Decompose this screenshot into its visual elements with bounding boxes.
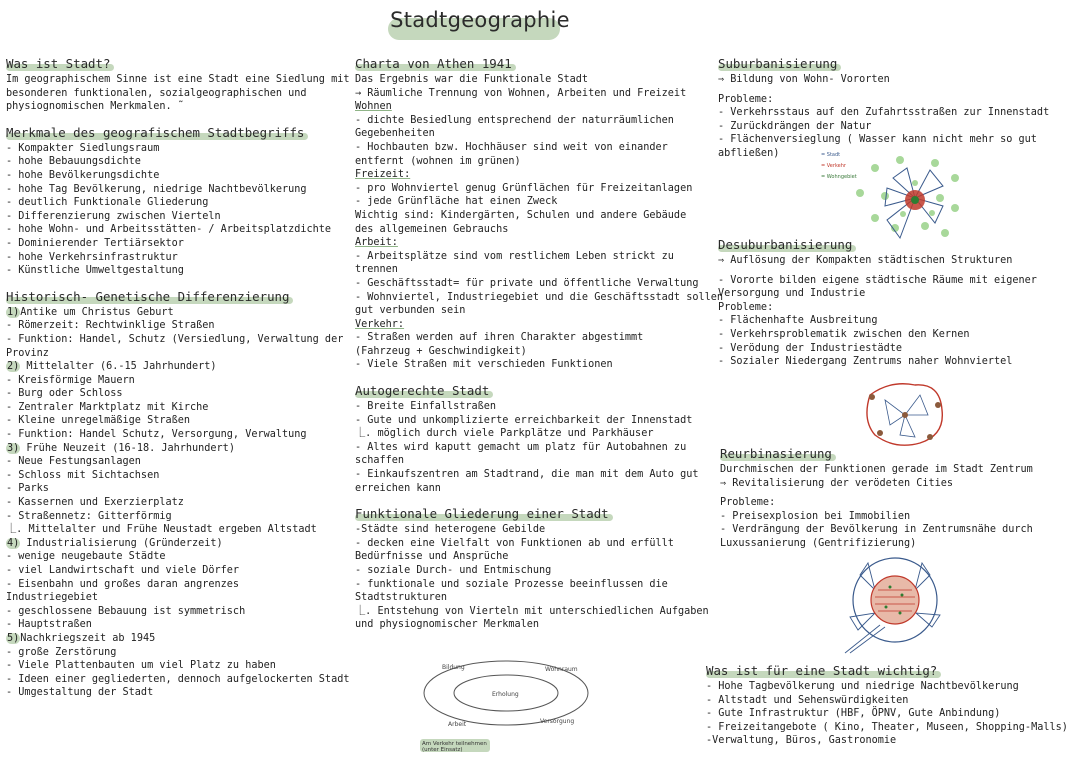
- list-item: - Geschäftsstadt= für private und öffentliche Verwaltung: [355, 277, 699, 289]
- list-item: - hohe Tag Bevölkerung, niedrige Nachtbevölkerung: [6, 183, 307, 195]
- column-right-3: [720, 446, 1075, 551]
- list-item: - Freizeitangebote ( Kino, Theater, Museen, Shopping-Malls): [706, 721, 1068, 733]
- text-line: physiognomischen Merkmalen. ˜: [6, 101, 184, 113]
- text-line: besonderen funktionalen, sozialgeographischen und: [6, 87, 307, 99]
- list-item: - Verdrängung der Bevölkerung in Zentrumsnähe durch: [720, 524, 1033, 536]
- list-item: - Wohnviertel, Industriegebiet und die Geschäftsstadt sollen: [355, 291, 724, 303]
- functions-diagram: [410, 655, 610, 755]
- text-line: Probleme:: [718, 93, 774, 105]
- section-charta: [355, 56, 724, 372]
- list-item: - Straßen werden auf ihren Charakter abgestimmt: [355, 332, 644, 344]
- list-item: - Breite Einfallstraßen: [355, 401, 497, 413]
- list-item: - wenige neugebaute Städte: [6, 551, 166, 563]
- list-item: - Einkaufszentren am Stadtrand, die man mit dem Auto gut: [355, 469, 699, 481]
- period-number: 1): [7, 306, 20, 318]
- list-item: - Hauptstraßen: [6, 619, 92, 631]
- list-item: - Hochbauten bzw. Hochhäuser sind weit von einander: [355, 141, 668, 153]
- list-item: Versorgung und Industrie: [718, 288, 866, 300]
- diagram-label-wohnraum: Wohnraum: [545, 666, 578, 673]
- list-item: - Kompakter Siedlungsraum: [6, 142, 160, 154]
- list-item: - hohe Bevölkerungsdichte: [6, 169, 160, 181]
- list-item: entfernt (wohnen im grünen): [355, 155, 521, 167]
- list-item: - Verödung der Industriestädte: [718, 342, 903, 354]
- list-item: - funktionale und soziale Prozesse beeinflussen die: [355, 578, 668, 590]
- period-number: 4): [7, 537, 20, 549]
- list-item: - Zentraler Marktplatz mit Kirche: [6, 401, 209, 413]
- heading-suburbanisierung: Suburbanisierung: [718, 56, 838, 71]
- title-text: Stadtgeographie: [390, 8, 570, 32]
- list-item: - Ideen einer gegliederten, dennoch aufgelockerten Stadt: [6, 673, 350, 685]
- diagram-label-erholung: Erholung: [492, 691, 519, 698]
- diagram-label-versorgung: Versorgung: [540, 718, 575, 725]
- list-item: - Flächenversieglung ( Wasser kann nicht mehr so gut: [718, 134, 1037, 146]
- city-core: [911, 196, 919, 204]
- period-title: Mittelalter (6.-15 Jahrhundert): [20, 361, 217, 373]
- section-merkmale: [6, 125, 346, 278]
- heading-funktionale-gliederung: Funktionale Gliederung einer Stadt: [355, 506, 609, 522]
- section-suburbanisierung: [718, 56, 1073, 161]
- list-item: des allgemeinen Gebrauchs: [355, 223, 509, 235]
- list-item: Industriegebiet: [6, 592, 99, 604]
- list-item: - Arbeitsplätze sind vom restlichem Leben strickt zu: [355, 250, 674, 262]
- reurbanisierung-sketch: [840, 555, 950, 655]
- diagram-caption-2: (unter Einsatz): [422, 747, 463, 753]
- text-line: Probleme:: [720, 497, 776, 509]
- center-gentrified: [871, 576, 919, 624]
- list-item: - Altes wird kaputt gemacht um platz für Autobahnen zu: [355, 441, 687, 453]
- list-item: abfließen): [718, 147, 780, 159]
- list-item: - dichte Besiedlung entsprechend der naturräumlichen: [355, 114, 674, 126]
- heading-historisch: Historisch- Genetische Differenzierung: [6, 288, 290, 304]
- list-item: - Eisenbahn und großes daran angrenzes: [6, 578, 240, 590]
- heading-merkmale: Merkmale des geografischem Stadtbegriffs: [6, 124, 305, 140]
- legend-stadt: = Stadt: [821, 152, 841, 158]
- section-historisch: [6, 288, 350, 700]
- list-item: - Verkehrsstaus auf den Zufahrtsstraßen zur Innenstadt: [718, 107, 1050, 119]
- text-line: ⇒ Bildung von Wohn- Vororten: [718, 74, 890, 85]
- list-item: - Zurückdrängen der Natur: [718, 120, 872, 132]
- list-item: - Differenzierung zwischen Vierteln: [6, 210, 221, 222]
- list-item: Provinz: [6, 347, 49, 359]
- text-line: Das Ergebnis war die Funktionale Stadt: [355, 74, 589, 85]
- list-item: - Viele Plattenbauten um viel Platz zu haben: [6, 660, 276, 672]
- list-item: und physiognomischer Merkmalen: [355, 619, 540, 631]
- sublabel-verkehr: Verkehr:: [355, 318, 405, 330]
- section-funktionale-gliederung: [355, 506, 709, 632]
- text-line: ⇒ Revitalisierung der verödeten Cities: [720, 477, 954, 489]
- heading-wichtig: Was ist für eine Stadt wichtig?: [706, 663, 938, 678]
- list-item: - Flächenhafte Ausbreitung: [718, 315, 878, 327]
- section-autogerecht: [355, 383, 705, 495]
- list-item: - viel Landwirtschaft und viele Dörfer: [6, 565, 240, 576]
- list-item: - Kreisförmige Mauern: [6, 374, 135, 386]
- list-item: - jede Grünfläche hat einen Zweck: [355, 196, 558, 208]
- list-item: -Verwaltung, Büros, Gastronomie: [706, 735, 897, 747]
- text-line: Im geographischem Sinne ist eine Stadt eine Siedlung mit: [6, 74, 350, 85]
- period-heading: [6, 442, 346, 456]
- period-title: Nachkriegszeit ab 1945: [20, 632, 156, 644]
- sublabel-arbeit: Arbeit:: [355, 237, 398, 249]
- list-item: -Städte sind heterogene Gebilde: [355, 524, 546, 536]
- list-item: schaffen: [355, 455, 405, 467]
- list-item: - Hohe Tagbevölkerung und niedrige Nachtbevölkerung: [706, 681, 1019, 692]
- list-item: Gegebenheiten: [355, 128, 435, 140]
- heading-charta: Charta von Athen 1941: [355, 56, 512, 71]
- period-heading: [6, 632, 346, 646]
- list-item: - Burg oder Schloss: [6, 388, 123, 400]
- legend-wohngebiet: = Wohngebiet: [821, 174, 857, 180]
- diagram-label-arbeit: Arbeit: [448, 721, 467, 728]
- list-item: (Fahrzeug + Geschwindigkeit): [355, 345, 527, 357]
- period-heading: [6, 306, 346, 320]
- list-item: - Dominierender Tertiärsektor: [6, 237, 184, 249]
- column-right-4: [706, 663, 1076, 748]
- legend-verkehr: = Verkehr: [821, 163, 846, 169]
- list-item: - Parks: [6, 483, 49, 495]
- list-item: - Römerzeit: Rechtwinklige Straßen: [6, 320, 215, 332]
- list-item: - hohe Wohn- und Arbeitsstätten- / Arbeitsplatzdichte: [6, 224, 332, 236]
- list-item: - große Zerstörung: [6, 646, 117, 658]
- period-number: 2): [7, 361, 20, 373]
- column-right-2: [718, 237, 1073, 369]
- desuburbanisierung-sketch: [860, 375, 950, 453]
- period-heading: [6, 537, 346, 551]
- list-item: - Preisexplosion bei Immobilien: [720, 510, 911, 522]
- list-item: Wichtig sind: Kindergärten, Schulen und andere Gebäude: [355, 209, 687, 221]
- list-item: - Schloss mit Sichtachsen: [6, 469, 160, 481]
- list-item: ⎿. möglich durch viele Parkplätze und Parkhäuser: [355, 428, 654, 440]
- list-item: - Neue Festungsanlagen: [6, 456, 141, 468]
- text-line: ⇒ Auflösung der Kompakten städtischen Strukturen: [718, 255, 1013, 266]
- list-item: Stadtstrukturen: [355, 592, 448, 604]
- list-item: - Viele Straßen mit verschieden Funktionen: [355, 359, 613, 371]
- list-item: - Vororte bilden eigene städtische Räume mit eigener: [718, 274, 1037, 286]
- period-title: Antike um Christus Geburt: [20, 306, 174, 318]
- list-item: - Verkehrsproblematik zwischen den Kernen: [718, 328, 970, 340]
- list-item: - soziale Durch- und Entmischung: [355, 565, 552, 576]
- list-item: - Umgestaltung der Stadt: [6, 687, 154, 699]
- list-item: - Funktion: Handel Schutz, Versorgung, Verwaltung: [6, 429, 307, 441]
- page-title: [380, 8, 580, 38]
- period-number: 5): [7, 632, 20, 644]
- period-heading: [6, 360, 346, 374]
- period-number: 3): [7, 442, 20, 454]
- list-item: - Künstliche Umweltgestaltung: [6, 265, 184, 277]
- period-title: Frühe Neuzeit (16-18. Jahrhundert): [20, 442, 235, 454]
- list-item: trennen: [355, 264, 398, 276]
- list-item: ⎿. Mittelalter und Frühe Neustadt ergeben Altstadt: [6, 524, 317, 536]
- list-item: - hohe Verkehrsinfrastruktur: [6, 251, 178, 263]
- list-item: - decken eine Vielfalt von Funktionen ab und erfüllt: [355, 537, 674, 549]
- diagram-caption: Am Verkehr teilnehmen: [422, 741, 487, 747]
- diagram-label-bildung: Bildung: [442, 664, 465, 671]
- text-line: Durchmischen der Funktionen gerade im Stadt Zentrum: [720, 464, 1033, 475]
- column-left: [6, 56, 350, 700]
- period-title: Industrialisierung (Gründerzeit): [20, 537, 223, 549]
- heading-was-ist-stadt: Was ist Stadt?: [6, 56, 111, 71]
- list-item: Bedürfnisse und Ansprüche: [355, 551, 509, 563]
- column-middle: [355, 56, 724, 632]
- text-line: → Räumliche Trennung von Wohnen, Arbeiten und Freizeit: [355, 87, 687, 99]
- list-item: - geschlossene Bebauung ist symmetrisch: [6, 605, 246, 617]
- list-item: - Altstadt und Sehenswürdigkeiten: [706, 694, 909, 706]
- section-desuburbanisierung: [718, 237, 1073, 369]
- sublabel-wohnen: Wohnen: [355, 101, 392, 113]
- list-item: - Sozialer Niedergang Zentrums naher Wohnviertel: [718, 356, 1013, 368]
- list-item: Luxussanierung (Gentrifizierung): [720, 537, 917, 549]
- list-item: ⎿. Entstehung von Vierteln mit unterschiedlichen Aufgaben: [355, 605, 709, 617]
- list-item: - Gute Infrastruktur (HBF, ÖPNV, Gute Anbindung): [706, 708, 1001, 720]
- list-item: - hohe Bebauungsdichte: [6, 156, 141, 168]
- sublabel-freizeit: Freizeit:: [355, 169, 411, 181]
- section-wichtig: [706, 663, 1076, 748]
- list-item: - Kassernen und Exerzierplatz: [6, 497, 184, 509]
- heading-autogerecht: Autogerechte Stadt: [355, 383, 490, 399]
- heading-desuburbanisierung: Desuburbanisierung: [718, 237, 853, 252]
- list-item: - Gute und unkomplizierte erreichbarkeit der Innenstadt: [355, 414, 693, 426]
- heading-reurbanisierung: Reurbinasierung: [720, 446, 832, 461]
- list-item: - Kleine unregelmäßige Straßen: [6, 415, 191, 427]
- text-line: Probleme:: [718, 301, 774, 313]
- section-was-ist-stadt: [6, 56, 350, 114]
- column-right: [718, 56, 1073, 161]
- list-item: - Funktion: Handel, Schutz (Versiedlung, Verwaltung der: [6, 333, 344, 345]
- list-item: - pro Wohnviertel genug Grünflächen für Freizeitanlagen: [355, 182, 693, 194]
- list-item: - deutlich Funktionale Gliederung: [6, 197, 209, 209]
- list-item: erreichen kann: [355, 482, 441, 494]
- list-item: gut verbunden sein: [355, 305, 466, 317]
- suburb-cores: [869, 394, 941, 440]
- section-reurbanisierung: [720, 446, 1075, 551]
- list-item: - Straßennetz: Gitterförmig: [6, 510, 172, 522]
